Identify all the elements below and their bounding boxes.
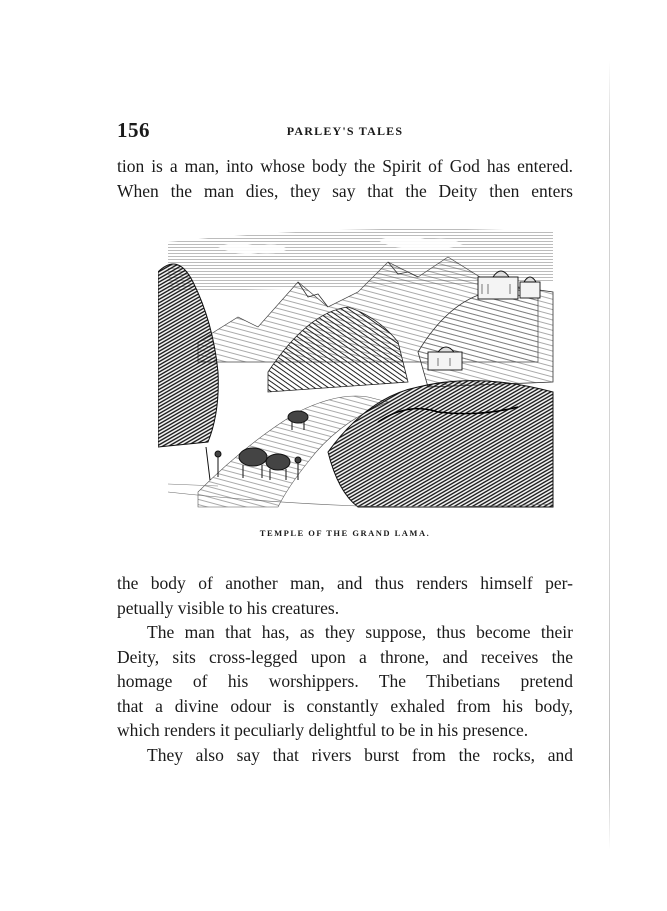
body-text-bottom <box>117 571 573 767</box>
text-line: Deity, sits cross-legged upon a throne, and receives the <box>117 646 573 667</box>
page-header <box>117 118 573 142</box>
text-line: that a divine odour is constantly exhaled from his body, <box>117 695 573 716</box>
paragraph <box>117 620 573 743</box>
body-text-top <box>117 154 573 203</box>
text-line: homage of his worshippers. The Thibetians pretend <box>117 671 573 691</box>
running-title: PARLEY'S TALES <box>286 124 404 138</box>
paragraph <box>117 743 573 768</box>
text-line: which renders it peculiarly delightful to be in his presence. <box>117 720 529 740</box>
engraving-temple-of-the-grand-lama <box>158 222 558 512</box>
text-line: petually visible to his creatures. <box>117 597 340 618</box>
text-line: They also say that rivers burst from the rocks, and <box>147 744 573 765</box>
paragraph <box>117 154 573 203</box>
figure-caption: TEMPLE OF THE GRAND LAMA. <box>259 528 431 538</box>
text-line: the body of another man, and thus renders himself per- <box>117 573 573 593</box>
text-line: When the man dies, they say that the Deity then enters <box>117 180 573 201</box>
page-edge-line <box>609 60 610 850</box>
page-number: 156 <box>117 118 150 142</box>
text-line: The man that has, as they suppose, thus become their <box>147 622 573 642</box>
paragraph <box>117 571 573 620</box>
text-line: tion is a man, into whose body the Spirit of God has entered. <box>117 156 573 176</box>
